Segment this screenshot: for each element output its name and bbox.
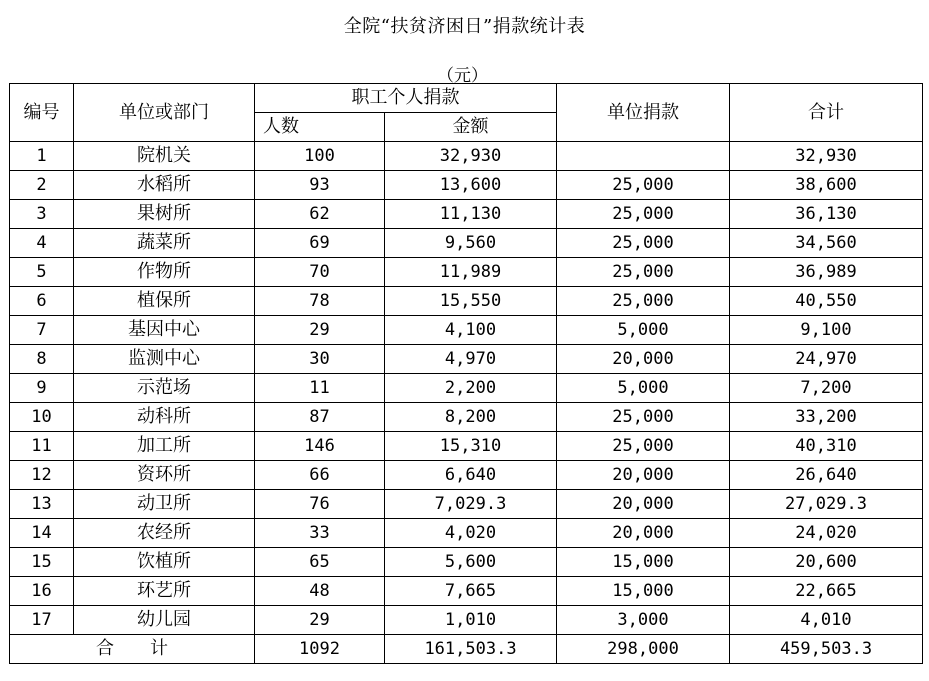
cell-no: 1 <box>10 142 74 171</box>
cell-dept: 示范场 <box>74 374 255 403</box>
cell-people: 70 <box>255 258 385 287</box>
table-row <box>10 316 923 345</box>
cell-unit: 5,000 <box>557 374 730 403</box>
table-row <box>10 577 923 606</box>
cell-dept: 蔬菜所 <box>74 229 255 258</box>
cell-no: 9 <box>10 374 74 403</box>
cell-total: 34,560 <box>730 229 923 258</box>
cell-amount: 15,310 <box>385 432 557 461</box>
cell-total: 40,310 <box>730 432 923 461</box>
cell-dept: 农经所 <box>74 519 255 548</box>
cell-amount: 32,930 <box>385 142 557 171</box>
cell-total: 26,640 <box>730 461 923 490</box>
table-row <box>10 229 923 258</box>
cell-amount: 15,550 <box>385 287 557 316</box>
cell-total: 38,600 <box>730 171 923 200</box>
cell-total: 24,020 <box>730 519 923 548</box>
summary-unit: 298,000 <box>557 635 730 664</box>
cell-people: 65 <box>255 548 385 577</box>
table-row <box>10 374 923 403</box>
cell-no: 7 <box>10 316 74 345</box>
cell-dept: 基因中心 <box>74 316 255 345</box>
cell-no: 14 <box>10 519 74 548</box>
cell-people: 100 <box>255 142 385 171</box>
cell-unit: 15,000 <box>557 548 730 577</box>
header-personal: 职工个人捐款 <box>255 84 557 113</box>
cell-people: 78 <box>255 287 385 316</box>
summary-label: 合 计 <box>10 635 255 664</box>
table-row <box>10 142 923 171</box>
cell-amount: 4,020 <box>385 519 557 548</box>
cell-amount: 6,640 <box>385 461 557 490</box>
unit-label: （元） <box>437 66 488 86</box>
cell-unit: 20,000 <box>557 345 730 374</box>
cell-people: 146 <box>255 432 385 461</box>
cell-amount: 1,010 <box>385 606 557 635</box>
cell-people: 69 <box>255 229 385 258</box>
table-row <box>10 403 923 432</box>
cell-no: 17 <box>10 606 74 635</box>
cell-unit: 5,000 <box>557 316 730 345</box>
cell-total: 36,989 <box>730 258 923 287</box>
page-title: 全院“扶贫济困日”捐款统计表 <box>343 16 586 37</box>
cell-dept: 院机关 <box>74 142 255 171</box>
cell-unit: 25,000 <box>557 171 730 200</box>
cell-amount: 2,200 <box>385 374 557 403</box>
cell-no: 4 <box>10 229 74 258</box>
cell-dept: 作物所 <box>74 258 255 287</box>
cell-people: 29 <box>255 606 385 635</box>
cell-no: 5 <box>10 258 74 287</box>
cell-no: 2 <box>10 171 74 200</box>
cell-total: 9,100 <box>730 316 923 345</box>
cell-no: 16 <box>10 577 74 606</box>
cell-people: 30 <box>255 345 385 374</box>
table-row <box>10 548 923 577</box>
cell-total: 24,970 <box>730 345 923 374</box>
summary-people: 1092 <box>255 635 385 664</box>
cell-unit: 15,000 <box>557 577 730 606</box>
cell-people: 62 <box>255 200 385 229</box>
cell-unit: 25,000 <box>557 229 730 258</box>
table-row <box>10 287 923 316</box>
cell-total: 4,010 <box>730 606 923 635</box>
cell-unit <box>557 142 730 171</box>
cell-people: 29 <box>255 316 385 345</box>
table-row <box>10 461 923 490</box>
table-row <box>10 490 923 519</box>
cell-unit: 25,000 <box>557 258 730 287</box>
cell-no: 13 <box>10 490 74 519</box>
cell-dept: 动卫所 <box>74 490 255 519</box>
cell-amount: 9,560 <box>385 229 557 258</box>
header-row-1 <box>10 84 923 113</box>
cell-dept: 水稻所 <box>74 171 255 200</box>
cell-dept: 动科所 <box>74 403 255 432</box>
cell-people: 48 <box>255 577 385 606</box>
cell-total: 27,029.3 <box>730 490 923 519</box>
cell-dept: 资环所 <box>74 461 255 490</box>
summary-row <box>10 635 923 664</box>
cell-no: 10 <box>10 403 74 432</box>
cell-no: 15 <box>10 548 74 577</box>
cell-no: 8 <box>10 345 74 374</box>
cell-unit: 25,000 <box>557 403 730 432</box>
cell-people: 87 <box>255 403 385 432</box>
table-row <box>10 171 923 200</box>
cell-dept: 监测中心 <box>74 345 255 374</box>
table-row <box>10 258 923 287</box>
table-row <box>10 606 923 635</box>
cell-dept: 植保所 <box>74 287 255 316</box>
cell-dept: 幼儿园 <box>74 606 255 635</box>
table-row <box>10 519 923 548</box>
cell-unit: 25,000 <box>557 432 730 461</box>
cell-amount: 7,665 <box>385 577 557 606</box>
table-row <box>10 200 923 229</box>
cell-total: 32,930 <box>730 142 923 171</box>
cell-people: 66 <box>255 461 385 490</box>
header-unit-donation: 单位捐款 <box>557 84 730 142</box>
cell-dept: 加工所 <box>74 432 255 461</box>
cell-people: 33 <box>255 519 385 548</box>
cell-total: 7,200 <box>730 374 923 403</box>
cell-unit: 20,000 <box>557 490 730 519</box>
cell-dept: 环艺所 <box>74 577 255 606</box>
table-row <box>10 432 923 461</box>
cell-no: 3 <box>10 200 74 229</box>
cell-total: 33,200 <box>730 403 923 432</box>
header-total: 合计 <box>730 84 923 142</box>
cell-people: 93 <box>255 171 385 200</box>
cell-total: 22,665 <box>730 577 923 606</box>
cell-amount: 11,130 <box>385 200 557 229</box>
cell-unit: 25,000 <box>557 287 730 316</box>
cell-amount: 4,970 <box>385 345 557 374</box>
cell-amount: 11,989 <box>385 258 557 287</box>
cell-dept: 果树所 <box>74 200 255 229</box>
table-row <box>10 345 923 374</box>
cell-unit: 20,000 <box>557 519 730 548</box>
header-amount: 金额 <box>385 113 557 142</box>
cell-no: 11 <box>10 432 74 461</box>
cell-no: 6 <box>10 287 74 316</box>
cell-unit: 25,000 <box>557 200 730 229</box>
header-dept: 单位或部门 <box>74 84 255 142</box>
cell-dept: 饮植所 <box>74 548 255 577</box>
cell-amount: 5,600 <box>385 548 557 577</box>
header-no: 编号 <box>10 84 74 142</box>
summary-total: 459,503.3 <box>730 635 923 664</box>
cell-people: 76 <box>255 490 385 519</box>
cell-amount: 7,029.3 <box>385 490 557 519</box>
cell-unit: 20,000 <box>557 461 730 490</box>
header-people: 人数 <box>255 113 385 142</box>
cell-total: 36,130 <box>730 200 923 229</box>
cell-total: 40,550 <box>730 287 923 316</box>
cell-unit: 3,000 <box>557 606 730 635</box>
cell-people: 11 <box>255 374 385 403</box>
cell-total: 20,600 <box>730 548 923 577</box>
cell-amount: 8,200 <box>385 403 557 432</box>
cell-no: 12 <box>10 461 74 490</box>
cell-amount: 13,600 <box>385 171 557 200</box>
donation-table <box>9 83 923 664</box>
summary-amount: 161,503.3 <box>385 635 557 664</box>
cell-amount: 4,100 <box>385 316 557 345</box>
